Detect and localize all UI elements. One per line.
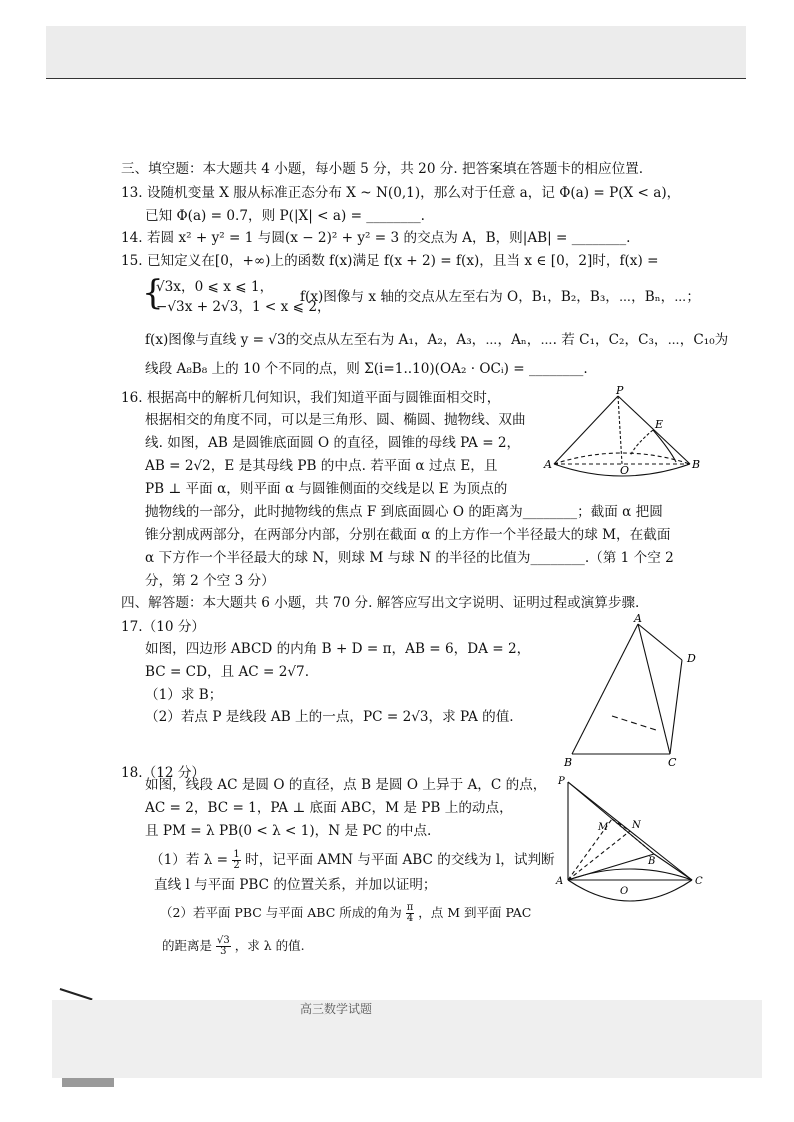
q14-line1: 14. 若圆 x² + y² = 1 与圆(x − 2)² + y² = 3 的交点为 A，B，则|AB| = ________.	[121, 230, 631, 246]
scan-footer-band	[52, 1000, 762, 1078]
cone-label-a: A	[544, 458, 552, 471]
angle-frac-den: 4	[406, 913, 414, 924]
q18-part1b: 时，记平面 AMN 与平面 ABC 的交线为 l，试判断	[245, 852, 555, 868]
quad-label-b: B	[564, 756, 573, 769]
q13-line2: 已知 Φ(a) = 0.7，则 P(|X| < a) = ________.	[145, 208, 425, 224]
q15-case2: −√3x + 2√3，1 < x ⩽ 2，	[156, 299, 331, 315]
scan-header-band	[46, 26, 746, 78]
cone-label-o: O	[620, 464, 630, 477]
q17-part1: （1）求 B；	[145, 687, 223, 703]
q17-title: 17.（10 分）	[121, 619, 206, 635]
pyr-label-b: B	[648, 856, 656, 867]
angle-frac-num: π	[406, 902, 414, 913]
quad-label-c: C	[668, 756, 677, 769]
q18-part1a: （1）若 λ =	[150, 852, 233, 868]
pyr-label-o: O	[620, 886, 629, 897]
q18-part2c: 的距离是	[162, 938, 213, 953]
q18-part1c: 直线 l 与平面 PBC 的位置关系，并加以证明；	[154, 877, 437, 893]
cone-label-e: E	[655, 418, 664, 431]
q16-line7: 锥分割成两部分，在两部分内部，分别在截面 α 的上方作一个半径最大的球 M，在截面	[145, 527, 671, 543]
q17-line1: 如图，四边形 ABCD 的内角 B + D = π，AB = 6，DA = 2，	[145, 641, 531, 657]
pyramid-figure	[552, 772, 712, 922]
piecewise-brace: {	[142, 273, 164, 313]
q16-line6: 抛物线的一部分，此时抛物线的焦点 F 到底面圆心 O 的距离为________；截面 α 把圆	[145, 504, 663, 520]
q18-line3: 且 PM = λ PB(0 < λ < 1)，N 是 PC 的中点.	[145, 823, 432, 839]
section4-heading: 四、解答题：本大题共 6 小题，共 70 分. 解答应写出文字说明、证明过程或演算步骤.	[121, 595, 640, 611]
scan-corner-mark	[60, 988, 93, 1000]
q18-part2-tail	[162, 936, 305, 957]
q18-part1	[150, 850, 555, 871]
q16-line5: PB ⊥ 平面 α，则平面 α 与圆锥侧面的交线是以 E 为顶点的	[145, 481, 508, 497]
q18-part2a: （2）若平面 PBC 与平面 ABC 所成的角为	[160, 905, 402, 920]
q16-line1: 16. 根据高中的解析几何知识，我们知道平面与圆锥面相交时，	[121, 390, 501, 406]
pyr-label-n: N	[632, 820, 641, 831]
distance-fraction	[216, 936, 231, 957]
q15-line4: 线段 A₈B₈ 上的 10 个不同的点，则 Σ(i=1..10)(OA₂ · OCᵢ) = ________.	[145, 361, 588, 377]
q16-line4: AB = 2√2，E 是其母线 PB 的中点. 若平面 α 过点 E，且	[145, 458, 498, 474]
q18-title: 18.（12 分）	[121, 765, 206, 781]
page-footer: 高三数学试题	[300, 1002, 373, 1016]
scan-grey-bar	[62, 1078, 114, 1087]
q15-line2-tail: f(x)图像与 x 轴的交点从左至右为 O，B₁，B₂，B₃，⋯，Bₙ，⋯；	[300, 289, 701, 305]
header-rule	[46, 78, 746, 79]
cone-label-p: P	[616, 384, 624, 397]
q17-part2: （2）若点 P 是线段 AB 上的一点，PC = 2√3，求 PA 的值.	[145, 709, 514, 725]
q15-line1: 15. 已知定义在[0，+∞)上的函数 f(x)满足 f(x + 2) = f(x)，且当 x ∈ [0，2]时，f(x) =	[121, 253, 659, 269]
q18-line2: AC = 2，BC = 1，PA ⊥ 底面 ABC，M 是 PB 上的动点，	[145, 800, 513, 816]
distance-frac-num: √3	[217, 935, 230, 946]
q18-part2b: ，点 M 到平面 PAC	[418, 905, 532, 920]
q17-line2: BC = CD，且 AC = 2√7.	[145, 664, 310, 680]
lambda-frac-num: 1	[233, 849, 240, 860]
quadrilateral-figure	[560, 612, 710, 772]
q16-line3: 线. 如图，AB 是圆锥底面圆 O 的直径，圆锥的母线 PA = 2，	[145, 435, 521, 451]
q16-line9: 分，第 2 个空 3 分）	[145, 573, 275, 589]
q13-line1: 13. 设随机变量 X 服从标准正态分布 X ~ N(0,1)，那么对于任意 a，记 Φ(a) = P(X < a)，	[121, 185, 681, 201]
distance-frac-den: 3	[220, 946, 227, 957]
cone-figure	[540, 384, 710, 496]
quad-label-a: A	[634, 612, 642, 625]
section3-heading: 三、填空题：本大题共 4 小题，每小题 5 分，共 20 分. 把答案填在答题卡的相应位置.	[121, 161, 644, 177]
q15-line3: f(x)图像与直线 y = √3的交点从左至右为 A₁，A₂，A₃，⋯，Aₙ，⋯. 若 C₁，C₂，C₃，⋯，C₁₀为	[145, 332, 729, 348]
q18-part2d: ，求 λ 的值.	[234, 938, 305, 953]
q16-line8: α 下方作一个半径最大的球 N，则球 M 与球 N 的半径的比值为________.（第 1 个空 2	[145, 550, 674, 566]
pyr-label-c: C	[695, 876, 703, 887]
pyr-label-m: M	[598, 822, 609, 833]
cone-label-b: B	[692, 458, 701, 471]
q15-case1: √3x，0 ⩽ x ⩽ 1，	[156, 279, 274, 295]
quad-label-d: D	[687, 652, 696, 665]
pyr-label-a: A	[556, 876, 564, 887]
q18-line1: 如图，线段 AC 是圆 O 的直径，点 B 是圆 O 上异于 A，C 的点，	[145, 777, 547, 793]
q16-line2: 根据相交的角度不同，可以是三角形、圆、椭圆、抛物线、双曲	[145, 412, 526, 428]
q18-part2	[160, 903, 531, 924]
pyr-label-p: P	[558, 776, 565, 787]
lambda-frac-den: 2	[233, 860, 240, 871]
angle-fraction	[406, 903, 415, 924]
lambda-fraction	[232, 850, 240, 871]
